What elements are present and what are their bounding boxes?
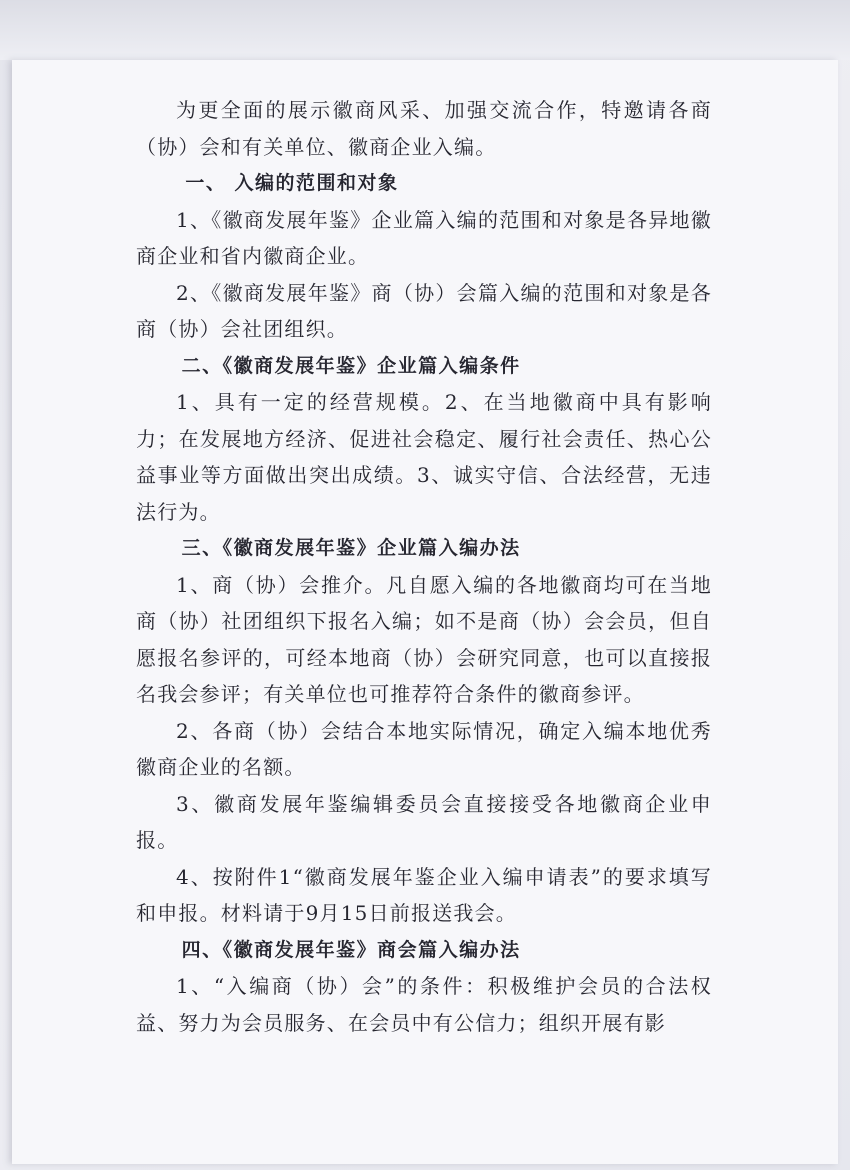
section-1-paragraph-2: 2、《徽商发展年鉴》商（协）会篇入编的范围和对象是各商（协）会社团组织。 [136, 280, 712, 341]
scan-top-edge [0, 0, 850, 60]
section-3-paragraph-3: 3、徽商发展年鉴编辑委员会直接接受各地徽商企业申报。 [136, 791, 712, 852]
section-3-paragraph-2: 2、各商（协）会结合本地实际情况，确定入编本地优秀徽商企业的名额。 [136, 718, 712, 779]
section-3-paragraph-4: 4、按附件1“徽商发展年鉴企业入编申请表”的要求填写和申报。材料请于9月15日前报送我会。 [136, 864, 712, 925]
section-4-heading: 四、《徽商发展年鉴》商会篇入编办法 [181, 938, 521, 961]
section-1-paragraph-1: 1、《徽商发展年鉴》企业篇入编的范围和对象是各异地徽商企业和省内徽商企业。 [136, 207, 712, 268]
section-2-paragraph-1: 1、具有一定的经营规模。2、在当地徽商中具有影响力；在发展地方经济、促进社会稳定、履行社会责任、热心公益事业等方面做出突出成绩。3、诚实守信、合法经营，无违法行为。 [136, 390, 712, 524]
section-3-heading: 三、《徽商发展年鉴》企业篇入编办法 [181, 537, 521, 559]
section-4-paragraph-1: 1、“入编商（协）会”的条件：积极维护会员的合法权益、努力为会员服务、在会员中有公信力；组织开展有影 [136, 974, 712, 1035]
document-body [136, 92, 712, 1041]
section-2-heading: 二、《徽商发展年鉴》企业篇入编条件 [181, 354, 521, 377]
section-3-paragraph-1: 1、商（协）会推介。凡自愿入编的各地徽商均可在当地商（协）社团组织下报名入编；如不是商（协）会会员，但自愿报名参评的，可经本地商（协）会研究同意，也可以直接报名我会参评；有关单位也可推荐符合条件的徽商参评。 [136, 572, 712, 706]
intro-paragraph: 为更全面的展示徽商风采、加强交流合作，特邀请各商（协）会和有关单位、徽商企业入编。 [136, 98, 712, 159]
section-1-heading: 一、 入编的范围和对象 [185, 172, 399, 194]
